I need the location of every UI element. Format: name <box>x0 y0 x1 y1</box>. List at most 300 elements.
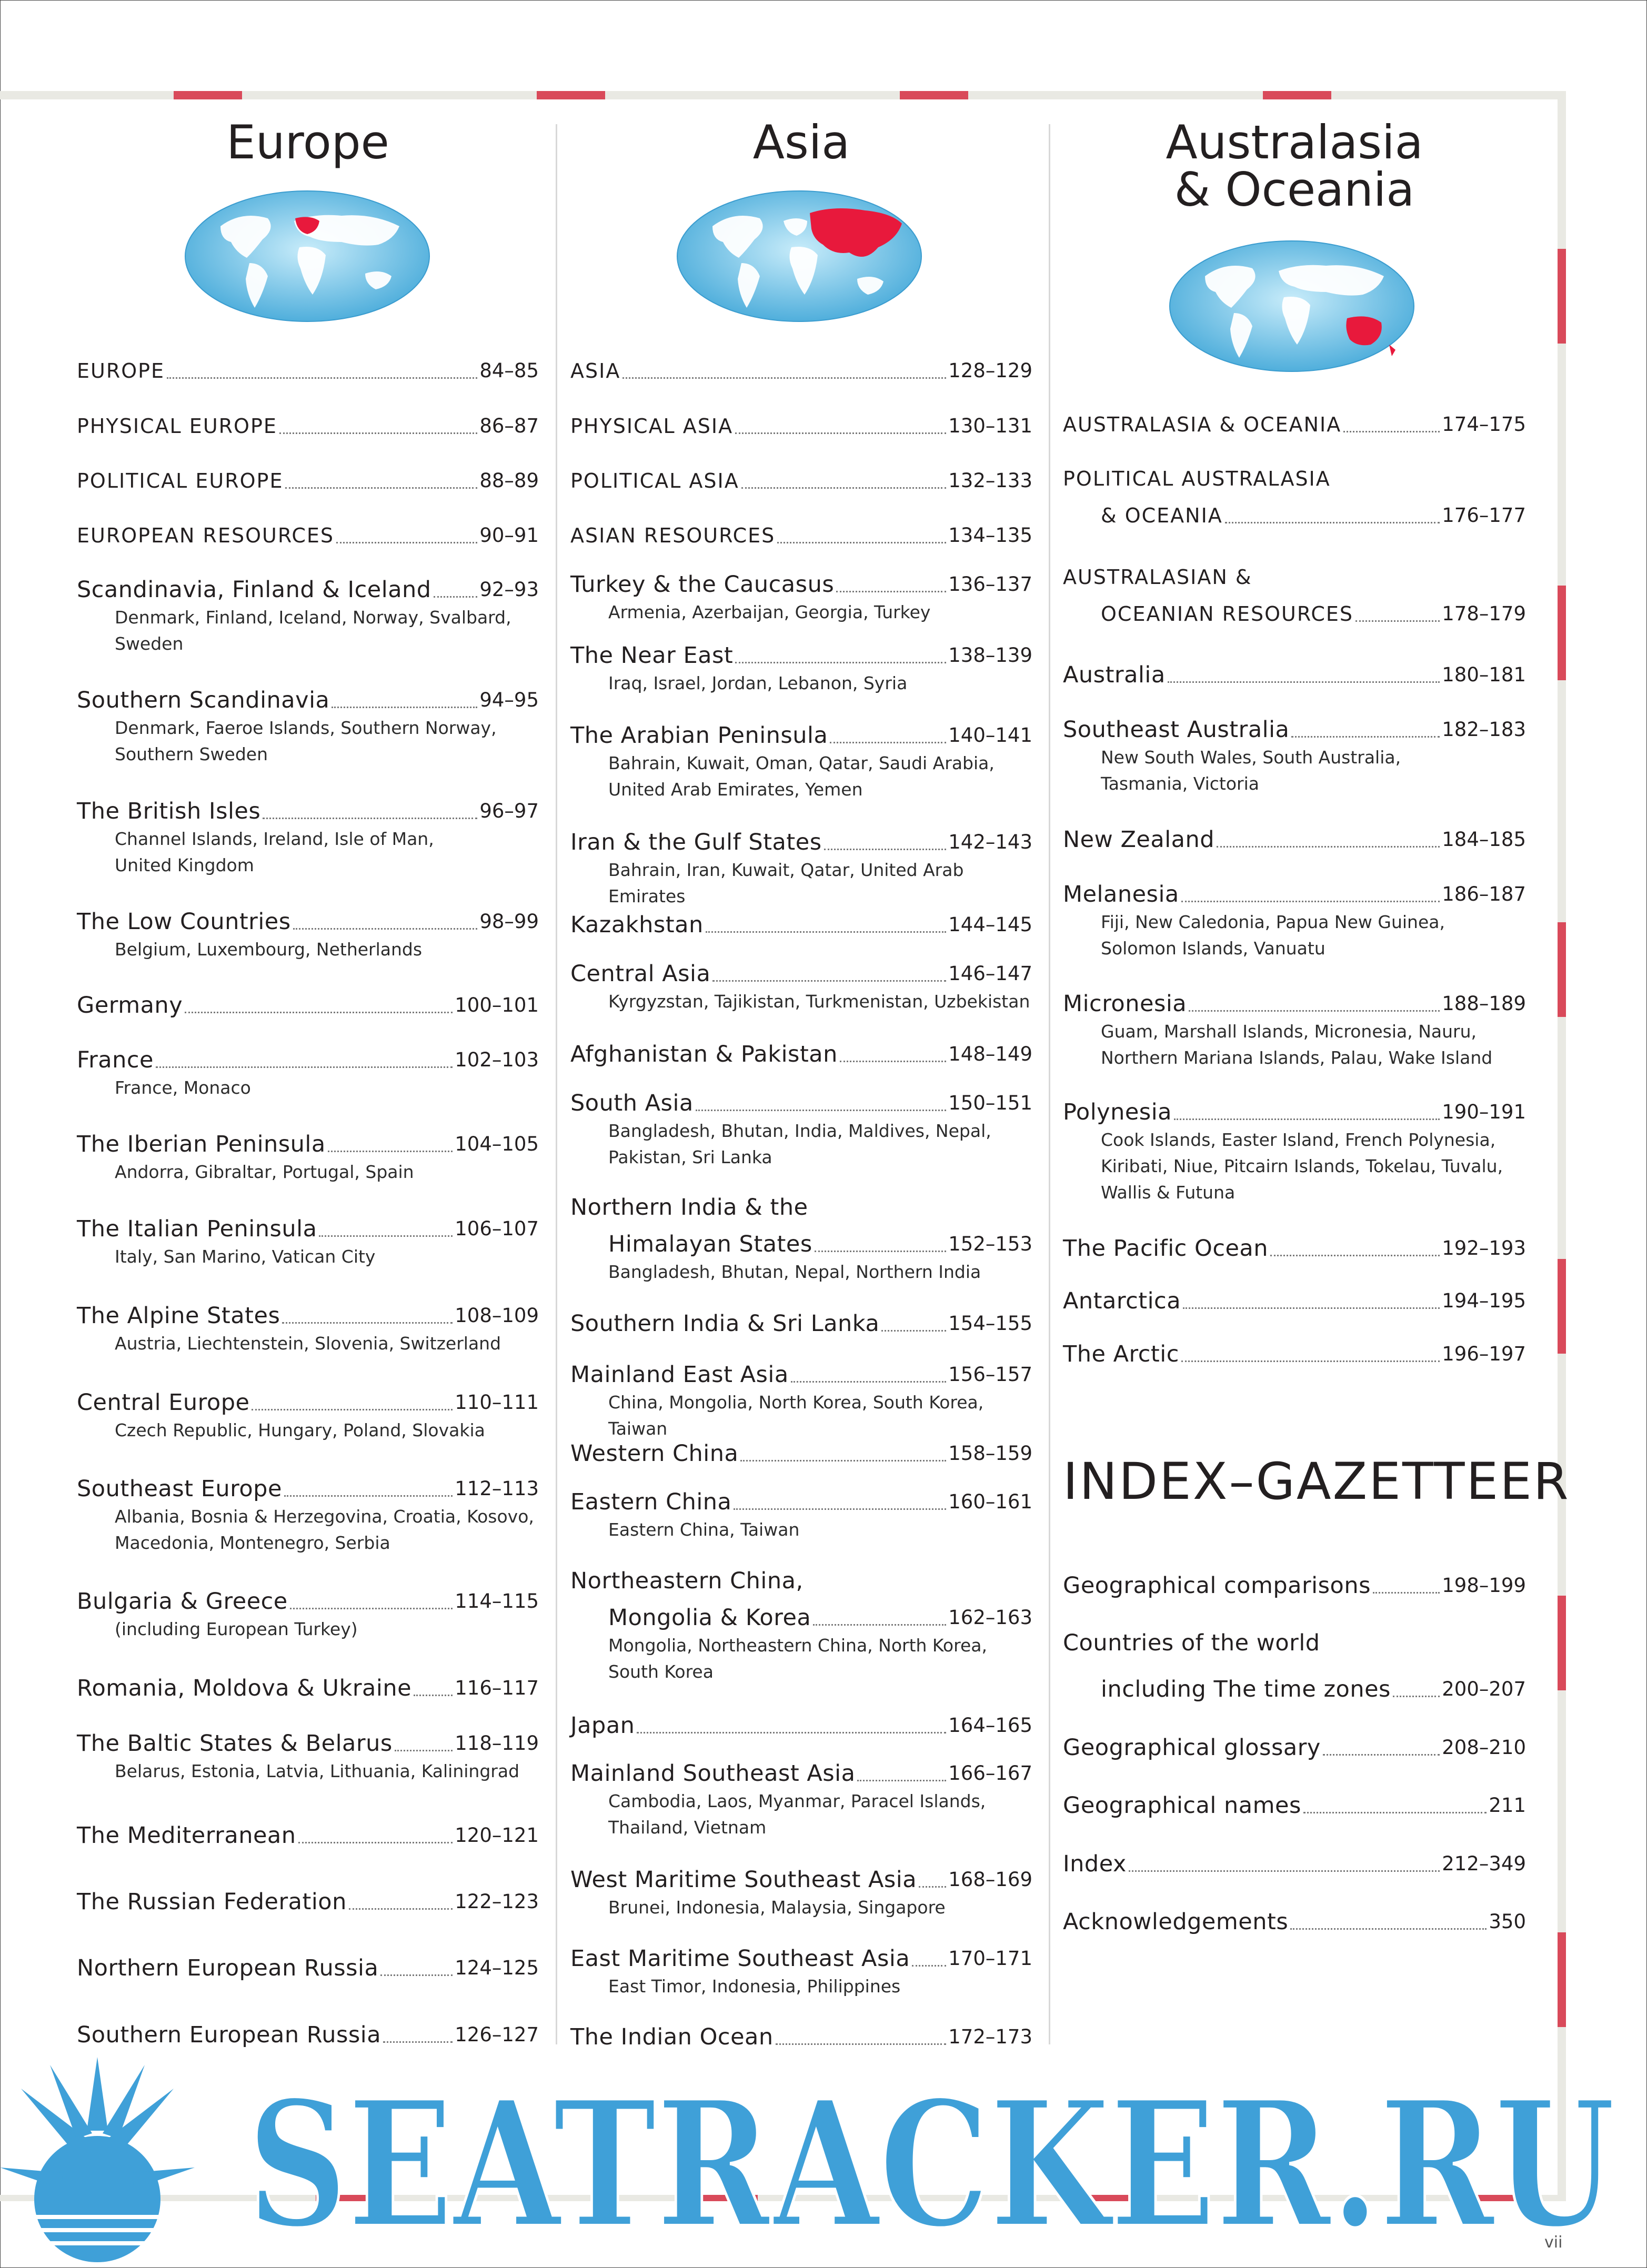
toc-entry-pages: 184–185 <box>1442 828 1526 851</box>
toc-entry[interactable] <box>77 1214 539 1270</box>
leader-dots <box>1291 736 1440 738</box>
toc-entry-pages: 90–91 <box>479 524 539 547</box>
toc-entry-title: Northern European Russia <box>77 1955 379 1981</box>
toc-entry[interactable] <box>570 1309 1032 1338</box>
toc-entry[interactable] <box>77 1301 539 1357</box>
toc-entry-pages: 152–153 <box>948 1233 1032 1255</box>
leader-dots <box>1181 901 1440 902</box>
toc-entry-title: New Zealand <box>1063 826 1215 853</box>
toc-entry-pages: 84–85 <box>479 359 539 382</box>
toc-entry-pages: 178–179 <box>1442 602 1526 625</box>
toc-entry-pages: 98–99 <box>479 910 539 933</box>
toc-entry-pages: 158–159 <box>948 1442 1032 1465</box>
leader-dots <box>1174 1118 1440 1120</box>
toc-entry-countries: Guam, Marshall Islands, Micronesia, Nauru, Northern Mariana Islands, Palau, Wake Island <box>1101 1021 1493 1068</box>
leader-dots <box>734 1508 946 1510</box>
toc-entry-pages: 140–141 <box>948 724 1032 747</box>
toc-entry-pages: 120–121 <box>455 1824 539 1847</box>
watermark-text: SEATRACKER.RU <box>247 2062 1615 2266</box>
toc-entry[interactable] <box>1063 410 1526 439</box>
toc-entry-countries: France, Monaco <box>115 1077 251 1098</box>
toc-entry[interactable] <box>1063 715 1526 797</box>
right-border-rule <box>1558 91 1566 2195</box>
toc-entry-pages: 156–157 <box>948 1363 1032 1386</box>
toc-entry-countries: Bangladesh, Bhutan, India, Maldives, Nepal, Pakistan, Sri Lanka <box>608 1121 991 1167</box>
toc-entry-title-line1: Northeastern China, <box>570 1568 804 1594</box>
toc-entry-pages: 128–129 <box>948 359 1032 382</box>
toc-entry-pages: 148–149 <box>948 1043 1032 1065</box>
toc-entry[interactable] <box>1063 464 1526 530</box>
toc-entry[interactable] <box>1063 1234 1526 1263</box>
toc-entry-pages: 122–123 <box>455 1890 539 1913</box>
toc-entry-pages: 160–161 <box>948 1490 1032 1513</box>
toc-entry-countries: Channel Islands, Ireland, Isle of Man, United Kingdom <box>115 829 434 875</box>
toc-entry-title: & OCEANIA <box>1101 504 1223 527</box>
toc-entry-countries: Albania, Bosnia & Herzegovina, Croatia, Kosovo, Macedonia, Montenegro, Serbia <box>115 1506 534 1553</box>
toc-entry[interactable] <box>77 1045 539 1101</box>
toc-entry[interactable] <box>570 959 1032 1015</box>
leader-dots <box>840 1061 946 1062</box>
leader-dots <box>1183 1307 1440 1309</box>
toc-entry-title: Mainland Southeast Asia <box>570 1760 856 1787</box>
toc-entry-pages: 114–115 <box>455 1590 539 1612</box>
toc-entry[interactable] <box>1063 1791 1526 1820</box>
column-divider <box>556 124 557 2044</box>
toc-entry-title: The Arctic <box>1063 1341 1179 1367</box>
toc-entry-title: Turkey & the Caucasus <box>570 571 835 598</box>
leader-dots <box>912 1965 946 1967</box>
toc-entry[interactable] <box>1063 562 1526 629</box>
toc-entry-title: Japan <box>570 1712 635 1739</box>
toc-entry-pages: 208–210 <box>1442 1736 1526 1759</box>
toc-entry-title: Antarctica <box>1063 1288 1181 1314</box>
toc-entry-pages: 96–97 <box>479 800 539 822</box>
toc-entry-pages: 136–137 <box>948 573 1032 596</box>
toc-entry-pages: 164–165 <box>948 1714 1032 1737</box>
toc-entry-countries: Bangladesh, Bhutan, Nepal, Northern India <box>608 1262 981 1282</box>
toc-entry-countries: China, Mongolia, North Korea, South Korea, Taiwan <box>608 1392 984 1439</box>
toc-entry-countries: Bahrain, Iran, Kuwait, Qatar, United Arab Emirates <box>608 860 964 906</box>
leader-dots <box>349 1908 453 1910</box>
toc-entry-pages: 186–187 <box>1442 883 1526 905</box>
toc-entry-title: East Maritime Southeast Asia <box>570 1946 910 1972</box>
toc-entry-title: Mainland East Asia <box>570 1362 789 1388</box>
toc-entry[interactable] <box>77 991 539 1020</box>
leader-dots <box>1270 1255 1440 1256</box>
leader-dots <box>1225 522 1440 523</box>
toc-entry[interactable] <box>1063 1849 1526 1879</box>
toc-entry[interactable] <box>77 686 539 768</box>
toc-entry[interactable] <box>1063 660 1526 690</box>
toc-entry-title: Polynesia <box>1063 1099 1172 1125</box>
toc-entry[interactable] <box>77 466 539 496</box>
toc-entry-title: Himalayan States <box>608 1231 812 1257</box>
toc-entry[interactable] <box>570 1040 1032 1069</box>
toc-entry[interactable] <box>77 1729 539 1785</box>
leader-dots <box>285 487 477 489</box>
toc-entry-pages: 146–147 <box>948 962 1032 985</box>
leader-dots <box>284 1495 453 1497</box>
toc-entry-countries: East Timor, Indonesia, Philippines <box>608 1976 901 1997</box>
toc-entry-pages: 200–207 <box>1442 1678 1526 1700</box>
leader-dots <box>813 1624 946 1626</box>
leader-dots <box>414 1695 453 1696</box>
leader-dots <box>1303 1812 1487 1813</box>
leader-dots <box>279 432 477 434</box>
leader-dots <box>319 1235 453 1237</box>
toc-entry[interactable] <box>570 1193 1032 1285</box>
leader-dots <box>1217 846 1440 848</box>
leader-dots <box>741 487 947 489</box>
toc-entry-countries: Austria, Liechtenstein, Slovenia, Switzerland <box>115 1333 501 1354</box>
toc-entry-pages: 162–163 <box>948 1606 1032 1629</box>
leader-dots <box>791 1381 947 1383</box>
toc-entry-pages: 150–151 <box>948 1092 1032 1114</box>
leader-dots <box>622 377 946 379</box>
toc-entry-title: The Pacific Ocean <box>1063 1235 1269 1262</box>
toc-entry-title: Southeast Australia <box>1063 717 1290 743</box>
toc-entry-pages: 144–145 <box>948 913 1032 936</box>
toc-entry-countries: Brunei, Indonesia, Malaysia, Singapore <box>608 1897 946 1918</box>
toc-entry-pages: 138–139 <box>948 644 1032 667</box>
leader-dots <box>332 707 477 708</box>
leader-dots <box>1355 620 1440 622</box>
asia-title: Asia <box>752 115 850 169</box>
toc-entry[interactable] <box>570 411 1032 441</box>
toc-entry-title: The Iberian Peninsula <box>77 1131 326 1157</box>
toc-entry[interactable] <box>77 1674 539 1703</box>
toc-entry-title: POLITICAL ASIA <box>570 469 739 492</box>
leader-dots <box>263 818 477 819</box>
toc-entry-title: AUSTRALASIA & OCEANIA <box>1063 413 1342 436</box>
leader-dots <box>857 1780 946 1781</box>
toc-entry-title: The Alpine States <box>77 1303 280 1329</box>
toc-entry-countries: Andorra, Gibraltar, Portugal, Spain <box>115 1162 414 1182</box>
toc-entry-title: South Asia <box>570 1090 694 1116</box>
toc-entry-pages: 174–175 <box>1442 413 1526 436</box>
leader-dots <box>735 662 946 663</box>
toc-entry[interactable] <box>1063 989 1526 1071</box>
column-divider <box>1049 124 1050 2044</box>
toc-entry-title: The Baltic States & Belarus <box>77 1730 393 1757</box>
toc-entry-title: Geographical glossary <box>1063 1735 1321 1761</box>
toc-entry[interactable] <box>570 1439 1032 1468</box>
toc-entry-title: PHYSICAL ASIA <box>570 415 734 438</box>
toc-entry-pages: 94–95 <box>479 689 539 711</box>
toc-entry-title-line1: Northern India & the <box>570 1194 808 1221</box>
toc-entry-countries: Belgium, Luxembourg, Netherlands <box>115 939 423 960</box>
toc-entry[interactable] <box>570 828 1032 910</box>
page-number: vii <box>1544 2233 1563 2252</box>
toc-entry-title: Romania, Moldova & Ukraine <box>77 1675 412 1701</box>
toc-entry-pages: 170–171 <box>948 1947 1032 1970</box>
toc-entry-title: Iran & the Gulf States <box>570 829 822 855</box>
toc-entry-pages: 104–105 <box>455 1133 539 1155</box>
toc-entry-title: Index <box>1063 1851 1127 1877</box>
toc-entry[interactable] <box>570 1865 1032 1921</box>
toc-entry-title: The Indian Ocean <box>570 2024 774 2050</box>
toc-entry[interactable] <box>77 356 539 386</box>
toc-entry[interactable] <box>1063 1733 1526 1762</box>
toc-entry-pages: 126–127 <box>455 2023 539 2046</box>
toc-entry-pages: 194–195 <box>1442 1289 1526 1312</box>
leader-dots <box>706 931 947 933</box>
index-gazetteer-heading: INDEX–GAZETTEER <box>1063 1452 1570 1511</box>
toc-entry-title: The Russian Federation <box>77 1889 347 1915</box>
toc-entry-pages: 108–109 <box>455 1304 539 1327</box>
leader-dots <box>1181 1360 1440 1362</box>
toc-entry-pages: 196–197 <box>1442 1343 1526 1365</box>
toc-entry[interactable] <box>1063 880 1526 962</box>
leader-dots <box>328 1151 453 1152</box>
oceania-title <box>1063 115 1526 217</box>
toc-entry[interactable] <box>77 1587 539 1642</box>
toc-entry-title: Geographical names <box>1063 1792 1301 1819</box>
leader-dots <box>1129 1870 1440 1872</box>
leader-dots <box>735 432 946 434</box>
toc-entry-title: Scandinavia, Finland & Iceland <box>77 577 431 603</box>
sun-logo-icon <box>0 2057 195 2262</box>
toc-entry[interactable] <box>77 797 539 879</box>
toc-entry-title: Melanesia <box>1063 881 1179 908</box>
toc-entry-countries: Armenia, Azerbaijan, Georgia, Turkey <box>608 602 931 622</box>
leader-dots <box>298 1842 453 1843</box>
europe-locator-globe <box>184 189 431 324</box>
toc-entry-countries: Czech Republic, Hungary, Poland, Slovakia <box>115 1420 485 1440</box>
toc-entry-pages: 100–101 <box>455 994 539 1016</box>
toc-entry-pages: 350 <box>1489 1910 1526 1933</box>
leader-dots <box>293 928 478 930</box>
leader-dots <box>1168 681 1440 683</box>
toc-entry-title: Eastern China <box>570 1489 732 1515</box>
toc-entry-pages: 134–135 <box>948 524 1032 547</box>
oceania-locator-globe <box>1168 239 1415 374</box>
toc-entry-title: Afghanistan & Pakistan <box>570 1041 838 1067</box>
toc-entry-pages: 190–191 <box>1442 1101 1526 1123</box>
oceania-title-line1: Australasia <box>1166 115 1423 169</box>
toc-entry[interactable] <box>1063 825 1526 854</box>
toc-entry[interactable] <box>570 521 1032 550</box>
leader-dots <box>1189 1010 1440 1012</box>
leader-dots <box>824 849 947 850</box>
toc-entry[interactable] <box>570 1088 1032 1171</box>
toc-entry-countries: New South Wales, South Australia, Tasmania, Victoria <box>1101 747 1401 794</box>
leader-dots <box>156 1066 453 1068</box>
toc-entry-pages: 166–167 <box>948 1762 1032 1785</box>
toc-entry[interactable] <box>570 641 1032 697</box>
toc-entry-pages: 106–107 <box>455 1217 539 1240</box>
toc-entry[interactable] <box>77 1887 539 1917</box>
toc-entry-pages: 92–93 <box>479 578 539 601</box>
toc-entry-title: Acknowledgements <box>1063 1909 1289 1935</box>
toc-entry-title: Central Europe <box>77 1389 250 1416</box>
toc-entry-title: The British Isles <box>77 798 261 824</box>
leader-dots <box>336 542 477 543</box>
toc-entry[interactable] <box>570 910 1032 940</box>
toc-entry-title: The Mediterranean <box>77 1822 296 1849</box>
toc-entry-pages: 110–111 <box>455 1391 539 1414</box>
toc-entry-pages: 116–117 <box>455 1677 539 1699</box>
leader-dots <box>167 377 477 379</box>
toc-entry-countries: Eastern China, Taiwan <box>608 1519 800 1540</box>
toc-entry-pages: 88–89 <box>479 469 539 492</box>
toc-entry-pages: 124–125 <box>455 1957 539 1979</box>
toc-entry-title: including The time zones <box>1101 1676 1391 1702</box>
toc-entry-pages: 180–181 <box>1442 663 1526 686</box>
toc-entry[interactable] <box>570 1759 1032 1841</box>
toc-entry-countries: Bahrain, Kuwait, Oman, Qatar, Saudi Arabia, United Arab Emirates, Yemen <box>608 753 995 800</box>
leader-dots <box>777 542 946 543</box>
toc-entry-countries: Cambodia, Laos, Myanmar, Paracel Islands, Thailand, Vietnam <box>608 1791 986 1838</box>
toc-entry[interactable] <box>77 907 539 963</box>
toc-entry-title: Southern Scandinavia <box>77 687 330 713</box>
toc-entry-title: Central Asia <box>570 961 711 987</box>
leader-dots <box>776 2043 947 2045</box>
toc-entry[interactable] <box>77 1474 539 1556</box>
toc-entry[interactable] <box>570 466 1032 496</box>
toc-entry-title: POLITICAL EUROPE <box>77 469 284 492</box>
leader-dots <box>282 1322 453 1324</box>
leader-dots <box>185 1012 453 1013</box>
leader-dots <box>712 980 946 982</box>
toc-entry-pages: 118–119 <box>455 1732 539 1755</box>
toc-entry[interactable] <box>1063 1097 1526 1206</box>
leader-dots <box>290 1608 453 1609</box>
toc-entry-countries: Denmark, Finland, Iceland, Norway, Svalbard, Sweden <box>115 607 511 654</box>
leader-dots <box>1323 1754 1440 1756</box>
toc-entry-pages: 130–131 <box>948 415 1032 437</box>
toc-entry-pages: 86–87 <box>479 415 539 437</box>
toc-entry-pages: 198–199 <box>1442 1574 1526 1597</box>
toc-entry[interactable] <box>570 1944 1032 2000</box>
toc-entry-title: The Italian Peninsula <box>77 1216 317 1242</box>
toc-entry-title-line1: POLITICAL AUSTRALASIA <box>1063 467 1331 490</box>
toc-entry-pages: 212–349 <box>1442 1852 1526 1875</box>
toc-entry[interactable] <box>570 1360 1032 1442</box>
toc-entry-title: Kazakhstan <box>570 912 704 938</box>
leader-dots <box>830 742 946 743</box>
toc-entry[interactable] <box>570 1711 1032 1740</box>
toc-entry[interactable] <box>77 2020 539 2050</box>
toc-entry-pages: 172–173 <box>948 2025 1032 2048</box>
toc-entry-title: PHYSICAL EUROPE <box>77 415 277 438</box>
toc-entry-title: Geographical comparisons <box>1063 1573 1371 1599</box>
leader-dots <box>919 1886 946 1888</box>
toc-entry[interactable] <box>570 570 1032 626</box>
toc-entry[interactable] <box>570 2022 1032 2052</box>
toc-entry-title: The Arabian Peninsula <box>570 722 828 749</box>
toc-entry[interactable] <box>77 1953 539 1983</box>
toc-entry-countries: Belarus, Estonia, Latvia, Lithuania, Kaliningrad <box>115 1761 520 1781</box>
toc-entry-title: ASIAN RESOURCES <box>570 524 776 547</box>
leader-dots <box>380 1974 453 1976</box>
seatracker-watermark <box>0 2041 1647 2268</box>
toc-entry-pages: 102–103 <box>455 1049 539 1071</box>
toc-entry-title: Southern European Russia <box>77 2022 381 2048</box>
toc-entry[interactable] <box>1063 1907 1526 1937</box>
toc-entry-title: Micronesia <box>1063 991 1187 1017</box>
toc-entry[interactable] <box>77 1130 539 1185</box>
toc-entry[interactable] <box>77 521 539 550</box>
toc-entry-title-line1: Countries of the world <box>1063 1630 1320 1656</box>
toc-entry[interactable] <box>570 1566 1032 1685</box>
toc-entry-countries: Italy, San Marino, Vatican City <box>115 1246 376 1267</box>
toc-entry[interactable] <box>77 1388 539 1444</box>
toc-entry-pages: 176–177 <box>1442 504 1526 527</box>
toc-entry-title: Australia <box>1063 662 1166 688</box>
europe-title: Europe <box>226 115 389 169</box>
toc-entry-pages: 188–189 <box>1442 992 1526 1015</box>
toc-entry-title: The Near East <box>570 642 734 669</box>
toc-entry-countries: (including European Turkey) <box>115 1619 358 1639</box>
toc-entry-title: Western China <box>570 1440 739 1467</box>
leader-dots <box>252 1409 453 1410</box>
toc-entry[interactable] <box>77 575 539 657</box>
toc-entry-title-line1: AUSTRALASIAN & <box>1063 566 1252 589</box>
leader-dots <box>740 1460 946 1461</box>
toc-entry-pages: 168–169 <box>948 1868 1032 1891</box>
toc-entry-title: Southern India & Sri Lanka <box>570 1311 880 1337</box>
leader-dots <box>1343 431 1440 432</box>
toc-entry-countries: Denmark, Faeroe Islands, Southern Norway, Southern Sweden <box>115 718 497 764</box>
toc-entry-pages: 142–143 <box>948 831 1032 853</box>
toc-entry-title: West Maritime Southeast Asia <box>570 1867 917 1893</box>
toc-entry-title: Southeast Europe <box>77 1476 282 1502</box>
toc-entry[interactable] <box>570 356 1032 386</box>
leader-dots <box>1393 1696 1440 1697</box>
toc-entry-title: The Low Countries <box>77 909 291 935</box>
top-border-rule <box>0 91 1563 99</box>
leader-dots <box>881 1330 946 1332</box>
toc-entry-title: EUROPEAN RESOURCES <box>77 524 334 547</box>
leader-dots <box>434 596 478 598</box>
asia-locator-globe <box>676 189 923 324</box>
leader-dots <box>696 1110 946 1111</box>
toc-entry-title: EUROPE <box>77 359 165 382</box>
toc-entry-title: OCEANIAN RESOURCES <box>1101 602 1354 626</box>
leader-dots <box>836 591 946 592</box>
toc-entry[interactable] <box>570 721 1032 803</box>
toc-entry-title: France <box>77 1047 154 1073</box>
toc-entry[interactable] <box>1063 1571 1526 1600</box>
leader-dots <box>1373 1592 1440 1594</box>
toc-entry-pages: 182–183 <box>1442 718 1526 741</box>
toc-entry-countries: Kyrgyzstan, Tajikistan, Turkmenistan, Uzbekistan <box>608 991 1030 1012</box>
leader-dots <box>383 2041 453 2043</box>
leader-dots <box>815 1251 946 1252</box>
toc-entry-countries: Fiji, New Caledonia, Papua New Guinea, Solomon Islands, Vanuatu <box>1101 912 1445 959</box>
toc-entry-pages: 154–155 <box>948 1312 1032 1335</box>
toc-entry[interactable] <box>1063 1628 1526 1704</box>
toc-entry-countries: Mongolia, Northeastern China, North Korea, South Korea <box>608 1635 987 1682</box>
toc-entry-pages: 112–113 <box>455 1477 539 1500</box>
toc-entry-title: Germany <box>77 992 183 1019</box>
toc-entry-countries: Iraq, Israel, Jordan, Lebanon, Syria <box>608 673 908 693</box>
toc-entry-title: ASIA <box>570 359 621 382</box>
toc-entry[interactable] <box>1063 1339 1526 1369</box>
toc-entry[interactable] <box>570 1487 1032 1543</box>
toc-entry-pages: 192–193 <box>1442 1237 1526 1259</box>
toc-entry[interactable] <box>77 411 539 441</box>
leader-dots <box>395 1750 453 1751</box>
oceania-title-line2: & Oceania <box>1174 163 1415 217</box>
toc-entry[interactable] <box>77 1821 539 1850</box>
toc-entry-countries: Cook Islands, Easter Island, French Polynesia, Kiribati, Niue, Pitcairn Islands, Tokelau, Tuvalu, Wallis & Futuna <box>1101 1130 1503 1203</box>
toc-entry-title: Mongolia & Korea <box>608 1605 811 1631</box>
toc-entry-pages: 132–133 <box>948 469 1032 492</box>
toc-entry-title: Bulgaria & Greece <box>77 1588 288 1615</box>
toc-entry[interactable] <box>1063 1286 1526 1316</box>
